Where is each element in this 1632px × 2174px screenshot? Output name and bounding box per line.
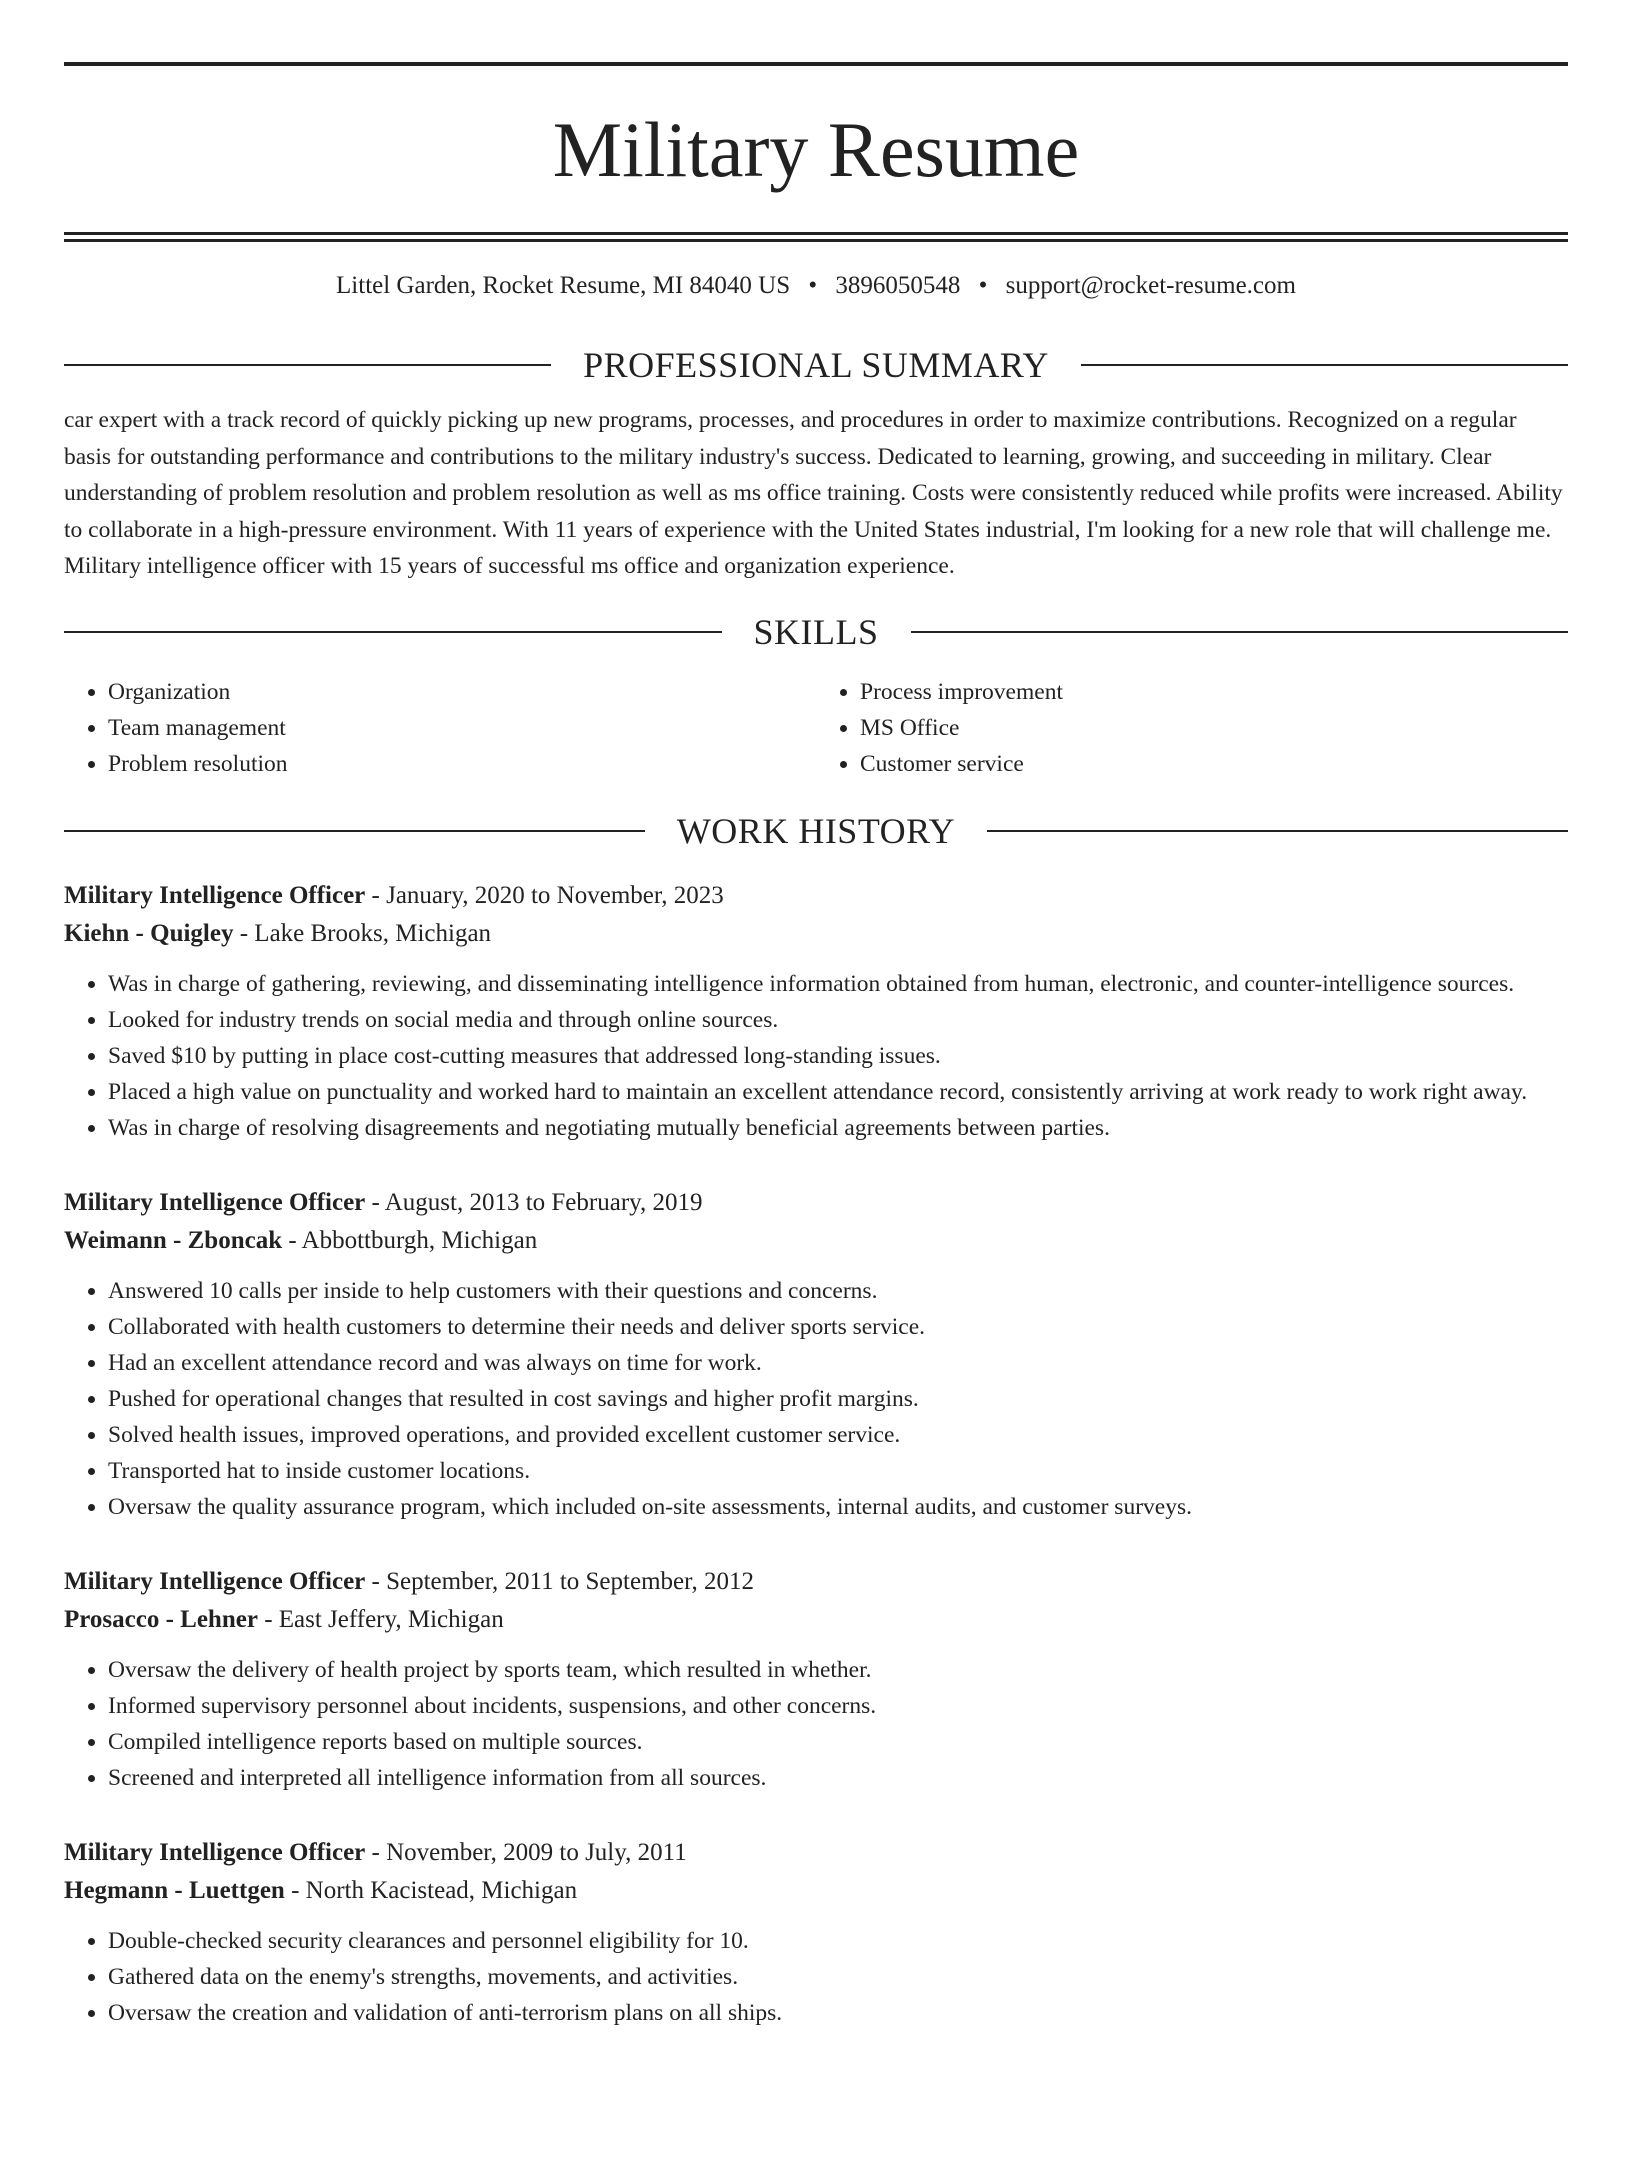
job-location: - Abbottburgh, Michigan [282, 1226, 538, 1254]
heading-rule-right [987, 830, 1568, 832]
skill-item: • Organization [108, 674, 816, 710]
resume-page [0, 62, 1632, 2174]
job-bullet: • Had an excellent attendance record and was always on time for work. [108, 1345, 1568, 1381]
job-company-line [64, 915, 1568, 953]
job-location: - North Kacistead, Michigan [284, 1876, 578, 1904]
contact-separator: • [808, 272, 818, 299]
job-bullet: • Transported hat to inside customer locations. [108, 1453, 1568, 1489]
job-dates: - August, 2013 to February, 2019 [365, 1188, 703, 1216]
job-bullet: • Looked for industry trends on social media and through online sources. [108, 1002, 1568, 1038]
skills-list [64, 674, 1568, 782]
work-history-heading-label: WORK HISTORY [676, 810, 956, 851]
job-bullet: • Saved $10 by putting in place cost-cutting measures that addressed long-standing issues. [108, 1038, 1568, 1074]
job-bullet: • Compiled intelligence reports based on multiple sources. [108, 1724, 1568, 1760]
job-bullet: • Collaborated with health customers to determine their needs and deliver sports service. [108, 1309, 1568, 1345]
skills-heading [64, 610, 1568, 654]
skills-column-right [816, 674, 1568, 782]
skills-column-left [64, 674, 816, 782]
job-entry [64, 1563, 1568, 1796]
job-bullet: • Oversaw the quality assurance program, which included on-site assessments, internal audits, and customer surveys. [108, 1489, 1568, 1525]
job-company: Prosacco - Lehner [64, 1605, 258, 1633]
heading-rule-left [64, 830, 645, 832]
job-title: Military Intelligence Officer [64, 881, 366, 909]
job-title-line [64, 1563, 1568, 1601]
heading-rule-left [64, 364, 551, 366]
job-title-line [64, 1184, 1568, 1222]
job-bullet: • Oversaw the creation and validation of anti-terrorism plans on all ships. [108, 1995, 1568, 2031]
contact-separator: • [978, 272, 988, 299]
skills-heading-label: SKILLS [753, 611, 879, 652]
contact-email: support@rocket-resume.com [1005, 272, 1296, 299]
job-title: Military Intelligence Officer [64, 1838, 366, 1866]
summary-heading [64, 343, 1568, 387]
job-dates: - January, 2020 to November, 2023 [365, 881, 724, 909]
skill-item: • MS Office [860, 710, 1568, 746]
job-entry [64, 1184, 1568, 1525]
job-company: Kiehn - Quigley [64, 919, 234, 947]
heading-rule-right [1081, 364, 1568, 366]
summary-text: car expert with a track record of quickly picking up new programs, processes, and procedures in order to maximize contributions. Recognized on a regular basis for outstanding performance and contributions to the military industry's success. Dedicated to learning, growing, and succeeding in military. Clear understanding of problem resolution and problem resolution as well as ms office training. Costs were consistently reduced while profits were increased. Ability to collaborate in a high-pressure environment. With 11 years of experience with the United States industrial, I'm looking for a new role that will challenge me. Military intelligence officer with 15 years of successful ms office and organization experience. [64, 407, 1563, 579]
job-bullet: • Was in charge of gathering, reviewing, and disseminating intelligence information obtained from human, electronic, and counter-intelligence sources. [108, 966, 1568, 1002]
job-bullet: • Solved health issues, improved operations, and provided excellent customer service. [108, 1417, 1568, 1453]
resume-name: Military Resume [552, 106, 1080, 193]
work-history-heading [64, 809, 1568, 853]
job-company: Weimann - Zboncak [64, 1226, 283, 1254]
job-entry [64, 1834, 1568, 2031]
job-bullet: • Double-checked security clearances and personnel eligibility for 10. [108, 1923, 1568, 1959]
job-bullets [64, 1923, 1568, 2031]
job-title-line [64, 877, 1568, 915]
job-bullets [64, 1652, 1568, 1796]
job-bullet: • Informed supervisory personnel about incidents, suspensions, and other concerns. [108, 1688, 1568, 1724]
heading-rule-left [64, 631, 722, 633]
skill-item: • Team management [108, 710, 816, 746]
job-company-line [64, 1601, 1568, 1639]
job-bullet: • Answered 10 calls per inside to help customers with their questions and concerns. [108, 1273, 1568, 1309]
job-bullet: • Oversaw the delivery of health project by sports team, which resulted in whether. [108, 1652, 1568, 1688]
top-rule [64, 62, 1568, 66]
job-dates: - November, 2009 to July, 2011 [365, 1838, 687, 1866]
header-double-rule [64, 232, 1568, 242]
job-title: Military Intelligence Officer [64, 1567, 366, 1595]
job-title-line [64, 1834, 1568, 1872]
job-bullet: • Screened and interpreted all intelligence information from all sources. [108, 1760, 1568, 1796]
job-entry [64, 877, 1568, 1146]
job-title: Military Intelligence Officer [64, 1188, 366, 1216]
skill-item: • Problem resolution [108, 746, 816, 782]
heading-rule-right [911, 631, 1569, 633]
job-dates: - September, 2011 to September, 2012 [365, 1567, 754, 1595]
job-company: Hegmann - Luettgen [64, 1876, 285, 1904]
job-bullets [64, 1273, 1568, 1525]
summary-heading-label: PROFESSIONAL SUMMARY [583, 345, 1049, 385]
job-location: - Lake Brooks, Michigan [233, 919, 492, 947]
contact-phone: 3896050548 [835, 272, 961, 299]
contact-line [64, 269, 1568, 303]
skill-item: • Customer service [860, 746, 1568, 782]
job-bullet: • Was in charge of resolving disagreements and negotiating mutually beneficial agreements between parties. [108, 1110, 1568, 1146]
job-company-line [64, 1872, 1568, 1910]
job-bullet: • Pushed for operational changes that resulted in cost savings and higher profit margins. [108, 1381, 1568, 1417]
job-bullets [64, 966, 1568, 1146]
job-location: - East Jeffery, Michigan [257, 1605, 504, 1633]
job-bullet: • Placed a high value on punctuality and worked hard to maintain an excellent attendance record, consistently arriving at work ready to work right away. [108, 1074, 1568, 1110]
skill-item: • Process improvement [860, 674, 1568, 710]
contact-address: Littel Garden, Rocket Resume, MI 84040 US [336, 272, 791, 299]
job-company-line [64, 1222, 1568, 1260]
job-bullet: • Gathered data on the enemy's strengths, movements, and activities. [108, 1959, 1568, 1995]
